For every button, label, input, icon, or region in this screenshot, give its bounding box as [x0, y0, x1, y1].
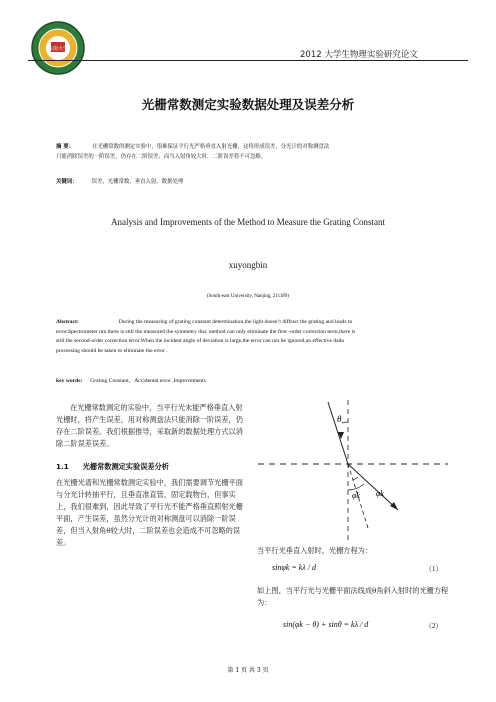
equation-2-number: （2） [425, 622, 443, 630]
svg-text:东南大学: 东南大学 [47, 46, 69, 52]
equation-1-number: （1） [425, 565, 443, 573]
keywords-en-text: Grating Constant，Accidental error ,Improvements [90, 378, 206, 384]
university-logo [30, 20, 86, 76]
abstract-cn [56, 143, 446, 162]
abstract-cn-label: 摘 要： [56, 144, 75, 150]
abstract-en-line2: error.Spectrometer mn.there is still the measured the symmetry disc method can only eliminate the first -order correction term,there is [56, 328, 356, 335]
author: xuyongbin [228, 260, 268, 270]
grating-diagram [258, 400, 448, 540]
abstract-en-line1: During the measuring of grating constant determination,the light doesn’t diffract the grating and leads to [118, 319, 353, 325]
section-heading [56, 462, 169, 472]
keywords-cn [56, 178, 446, 188]
paper-title-cn: 光栅常数测定实验数据处理及误差分析 [141, 97, 355, 112]
theta-label: θ [337, 414, 342, 424]
page-footer: 第 1 页 共 3 页 [227, 667, 269, 674]
keywords-cn-label: 关键词： [56, 179, 78, 185]
keywords-en-label: key words: [56, 378, 83, 384]
normal-incidence-text: 当平行光垂直入射时，光栅方程为： [257, 546, 373, 555]
abstract-cn-line1: 在光栅常数的测定实验中，很难保证平行光严格垂直入射光栅，这将形成误差，分光计的对称测盘法 [92, 144, 330, 150]
abstract-en [56, 318, 441, 356]
abstract-en-label: Abstract: [56, 319, 79, 325]
intro-paragraph: 在光栅常数测定的实验中，当平行光未能严格垂直入射光栅时，将产生误差，用对称测盘法只能消除一阶误差，仍存在二阶误差。我们根据推导，采取新的数据处理方式以消除二阶误差误差。 [56, 403, 243, 448]
abstract-en-line4: processing should be taken to eliminate the error . [56, 347, 168, 354]
oblique-incidence-text: 如上图，当平行光与光栅平面法线成θ角斜入射时的光栅方程为： [257, 586, 449, 607]
keywords-en [56, 376, 441, 384]
section-number: 1.1 [56, 462, 69, 471]
equation-2: sin(φk − θ) + sinθ = kλ / d [283, 620, 369, 629]
header-rule [28, 60, 468, 61]
abstract-en-line3: still the second-order correction error.When the incident angle of deviation is large,the error can not be ignored,an effective dada [56, 338, 344, 345]
paper-title-en: Analysis and Improvements of the Method to Measure the Grating Constant [111, 217, 385, 227]
section-paragraph: 在光栅光谱和光栅常数测定实验中，我们需要调节光栅平面与分光计转抽平行，且垂直准直管，固定载物台，但事实上，我们很难到，因此导致了平行光不能严格垂直照射光栅平面，产生误差，虽然分光计的对称测盘可以消除一阶误差，但当入射角θ较大时，二阶误差也会造成不可忽略的误差。 [56, 478, 243, 547]
equation-1: sinφk = kλ / d [272, 563, 316, 572]
phi-k-label-outer: φk [376, 489, 384, 498]
keywords-cn-text: 误差，光栅常数，垂直入射，数据处理 [91, 179, 184, 185]
affiliation: (South-east University, Nanjing, 211189) [206, 294, 290, 299]
incident-ray [328, 402, 348, 464]
section-title: 光栅常数测定实验误差分析 [82, 462, 169, 471]
phi-k-label-inner: φk [352, 491, 360, 500]
abstract-cn-line2: 只能消除误差的一阶误差，仍存在二阶误差，而当入射角较大时，二阶误差将不可忽略。 [56, 153, 267, 160]
series-title: 2012 大学生物理实验研究论文 [300, 50, 418, 60]
